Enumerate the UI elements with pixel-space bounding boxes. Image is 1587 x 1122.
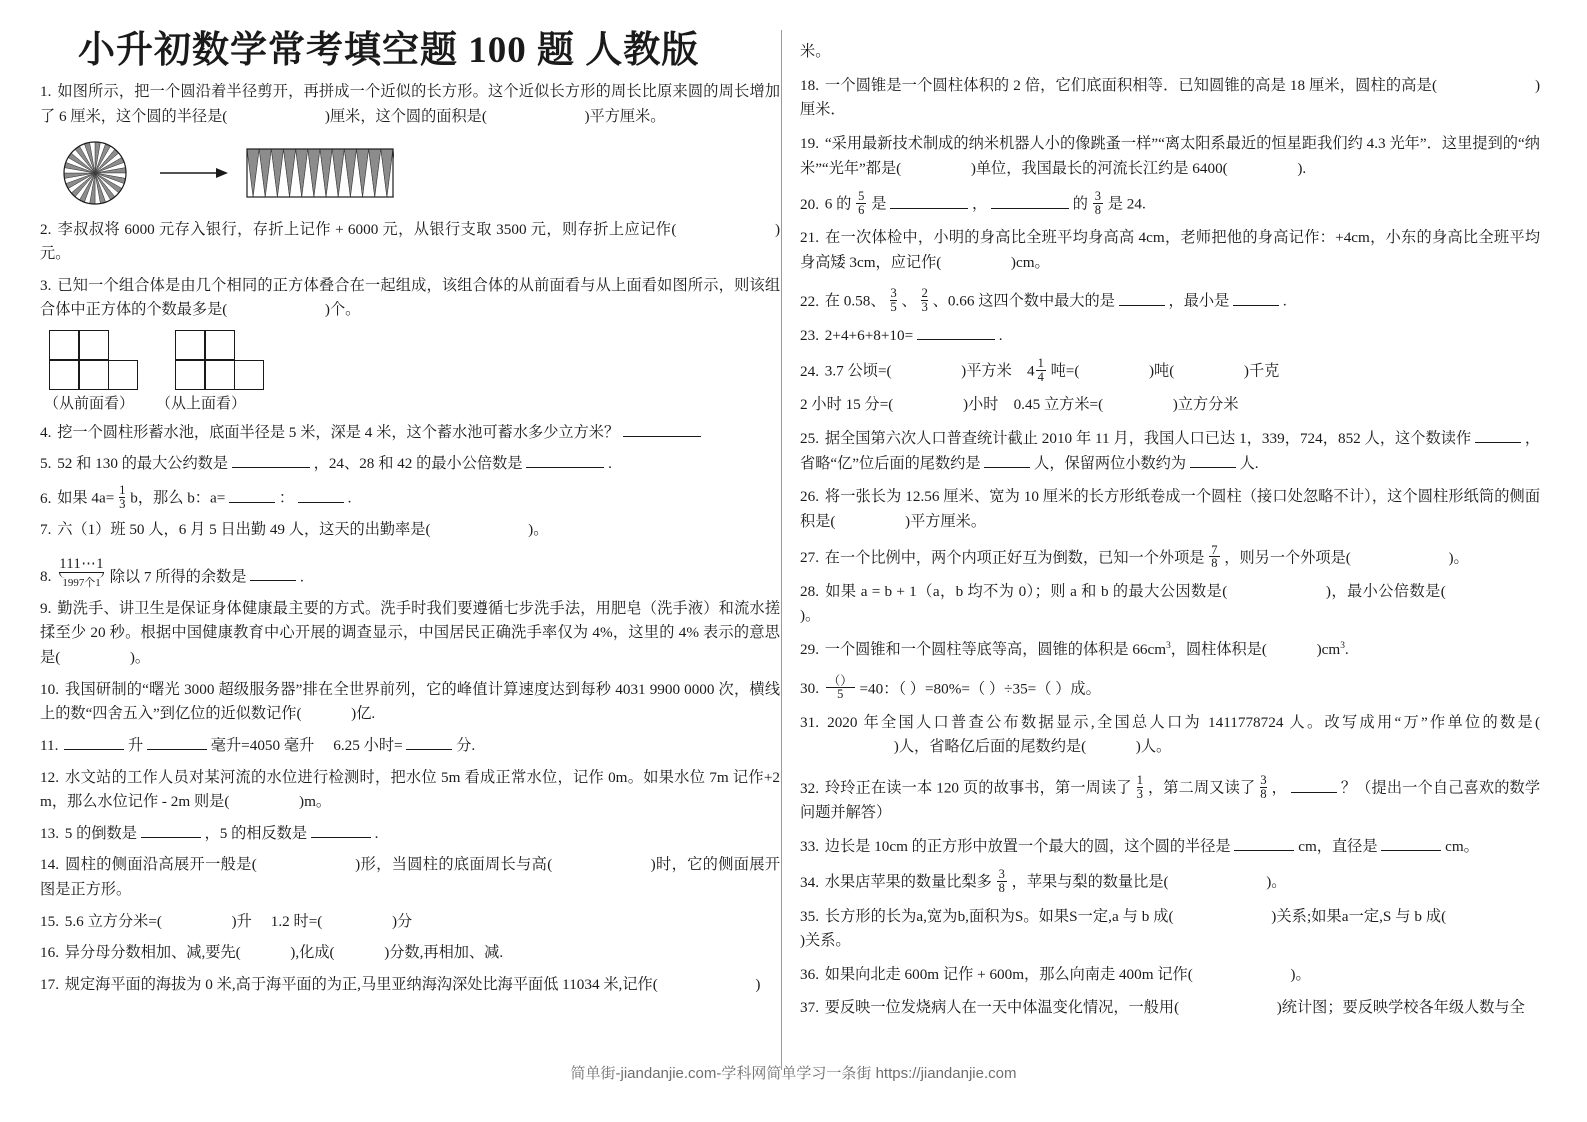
- question-32-number: 32.: [800, 779, 819, 797]
- question-11-number: 11.: [40, 736, 59, 754]
- question-32-fraction-1: [1137, 774, 1143, 801]
- figure-cube-views: [50, 331, 780, 390]
- question-22-fraction-2: [921, 287, 927, 314]
- fraction-numerator[interactable]: （）: [827, 673, 853, 688]
- top-view-top-row: [176, 331, 264, 360]
- question-36: [800, 963, 1540, 988]
- question-27-number: 27.: [800, 549, 819, 567]
- question-17-text-b: ): [755, 975, 761, 993]
- question-29-text-c: )cm: [1316, 640, 1341, 658]
- question-17-text-a: 规定海平面的海拔为 0 米,高于海平面的为正,马里亚纳海沟深处比海平面低 11034 米,记作(: [64, 975, 658, 993]
- question-20-text-c: ，: [971, 195, 988, 213]
- repunit-count-label: 1997个1: [62, 577, 101, 590]
- fraction-numerator: 2: [921, 286, 928, 301]
- arrow-right-icon: [158, 163, 228, 183]
- fraction-denominator: 5: [826, 687, 855, 701]
- question-20-blank-1[interactable]: [890, 208, 968, 209]
- grid-cell: [175, 330, 205, 360]
- question-15-text-c: 1.2 时=(: [270, 912, 323, 930]
- question-25-number: 25.: [800, 430, 819, 448]
- question-18-text-b: )厘米．: [800, 76, 1540, 119]
- question-7-number: 7.: [40, 521, 52, 539]
- question-34-text-b: ，苹果与梨的数量比是(: [1011, 873, 1169, 891]
- question-32-text-b: ，第二周又读了: [1147, 779, 1256, 797]
- grid-cell: [205, 330, 235, 360]
- question-35-number: 35.: [800, 907, 819, 925]
- question-8-blank-1[interactable]: [250, 580, 296, 581]
- question-22-fraction-1: [890, 287, 896, 314]
- question-8-number: 8.: [40, 568, 52, 586]
- question-6-text-b: b，那么 b：a=: [130, 489, 226, 507]
- grid-cell: [49, 330, 79, 360]
- question-29-text-d: .: [1344, 640, 1349, 658]
- question-34-number: 34.: [800, 873, 819, 891]
- fraction-denominator: 8: [998, 881, 1005, 896]
- question-11-text-d: 分.: [456, 736, 476, 754]
- fraction-numerator: 3: [1260, 772, 1267, 787]
- question-5-text-b: ，24、28 和 42 的最小公倍数是: [313, 455, 523, 473]
- question-24-text-d: )吨(: [1149, 362, 1175, 380]
- question-5-blank-1[interactable]: [232, 467, 310, 468]
- fraction-denominator: 6: [858, 202, 865, 217]
- question-13-number: 13.: [40, 824, 59, 842]
- question-7-text-a: 六（1）班 50 人，6 月 5 日出勤 49 人，这天的出勤率是(: [57, 521, 431, 539]
- question-30: [800, 675, 1540, 702]
- question-24-text-c: 吨=(: [1050, 362, 1080, 380]
- question-26-number: 26.: [800, 488, 819, 506]
- question-12-text-b: )m。: [299, 793, 332, 811]
- fraction-denominator: 8: [1260, 786, 1267, 801]
- fraction-denominator: 3: [1136, 786, 1143, 801]
- question-34-fraction: [997, 868, 1007, 894]
- question-2-number: 2.: [40, 220, 52, 238]
- question-13-text-c: .: [374, 824, 379, 842]
- question-10-number: 10.: [40, 680, 59, 698]
- grid-cell-empty: [234, 330, 264, 360]
- fraction-numerator: 1: [1037, 356, 1044, 371]
- question-20-blank-2[interactable]: [991, 208, 1069, 209]
- question-32: [800, 774, 1540, 826]
- question-3-text-a: 已知一个组合体是由几个相同的正方体叠合在一起组成，该组合体的从前面看与从上面看如图所示，则该组合体中正方体的个数最多是(: [40, 276, 780, 319]
- mixed-fraction: [1036, 357, 1046, 383]
- question-18: [800, 74, 1540, 123]
- question-35-text-c: )关系。: [800, 932, 851, 950]
- question-4-text-a: 挖一个圆柱形蓄水池，底面半径是 5 米，深是 4 米，这个蓄水池可蓄水多少立方米？: [57, 423, 620, 441]
- question-6-blank-1[interactable]: [229, 502, 275, 503]
- fraction-numerator: 3: [998, 867, 1005, 882]
- question-19: [800, 132, 1540, 181]
- fraction-denominator: 5: [890, 300, 897, 315]
- fraction-denominator: 8: [1211, 556, 1218, 571]
- question-15-text-a: 5.6 立方分米=(: [64, 912, 162, 930]
- question-16: [40, 941, 780, 966]
- question-12: [40, 766, 780, 815]
- question-16-text-b: ),化成(: [290, 944, 335, 962]
- question-20-fraction-2: [1093, 190, 1103, 216]
- grid-cell: [79, 330, 109, 360]
- question-25-text-d: 人.: [1239, 454, 1259, 472]
- question-31-text-a: 2020 年全国人口普查公布数据显示,全国总人口为 1411778724 人。改写成用“万”作单位的数是(: [827, 713, 1540, 731]
- question-23-text-b: .: [998, 326, 1003, 344]
- question-32-text-d: ？（提出一个自己喜欢的数学问题并解答）: [800, 779, 1540, 822]
- question-11-blank-2[interactable]: [147, 749, 207, 750]
- page-title: 小升初数学常考填空题 100 题 人教版: [78, 30, 700, 71]
- question-6-text-a: 如果 4a=: [57, 489, 115, 507]
- question-7-text-b: )。: [528, 521, 549, 539]
- question-1-text-b: )厘米，这个圆的面积是(: [324, 107, 487, 125]
- question-8-text-b: .: [300, 568, 304, 586]
- question-25-blank-3[interactable]: [1190, 467, 1236, 468]
- question-20-text-a: 6 的: [824, 195, 852, 213]
- question-25-text-c: 人，保留两位小数约为: [1034, 454, 1187, 472]
- question-8: [40, 557, 780, 590]
- question-28-text-c: )。: [800, 607, 821, 625]
- question-24-mixed-number: [1027, 357, 1047, 384]
- question-34-text-a: 水果店苹果的数量比梨多: [824, 873, 992, 891]
- triangle-strip-rectangle-icon: [246, 148, 394, 198]
- question-33-text-c: cm。: [1445, 837, 1479, 855]
- top-view-bottom-row: [176, 360, 264, 389]
- question-11-blank-3[interactable]: [406, 749, 452, 750]
- fraction-numerator: 5: [858, 189, 865, 204]
- question-6-blank-2[interactable]: [298, 502, 344, 503]
- question-27-fraction: [1209, 544, 1219, 570]
- question-11-text-a: 升: [128, 736, 144, 754]
- question-31: [800, 711, 1540, 760]
- question-17-number: 17.: [40, 975, 59, 993]
- question-4-blank-1[interactable]: [623, 436, 701, 437]
- grid-cell: [108, 360, 138, 390]
- question-14-text-a: 圆柱的侧面沿高展开一般是(: [65, 856, 257, 874]
- question-24-line2-text-a: 2 小时 15 分=(: [800, 396, 894, 414]
- question-4-number: 4.: [40, 423, 52, 441]
- question-20-text-b: 是: [871, 195, 887, 213]
- question-23-blank-1[interactable]: [917, 339, 995, 340]
- question-33-text-b: cm，直径是: [1298, 837, 1378, 855]
- question-30-number: 30.: [800, 680, 819, 698]
- question-14: [40, 853, 780, 902]
- question-1-text-a: 如图所示，把一个圆沿着半径剪开，再拼成一个近似的长方形。这个近似长方形的周长比原来圆的周长增加了 6 厘米，这个圆的半径是(: [40, 83, 780, 125]
- question-17-continuation: [800, 40, 1540, 65]
- question-32-blank-1[interactable]: [1291, 792, 1337, 793]
- question-5-number: 5.: [40, 455, 52, 473]
- fraction-denominator: 3: [119, 496, 126, 511]
- question-6-fraction: [119, 484, 125, 511]
- question-23-number: 23.: [800, 326, 819, 344]
- question-28: [800, 580, 1540, 629]
- question-6-number: 6.: [40, 489, 52, 507]
- question-26: [800, 485, 1540, 534]
- fraction-numerator: 3: [1094, 189, 1101, 204]
- question-22-blank-1[interactable]: [1119, 305, 1165, 306]
- fraction-denominator: 4: [1037, 370, 1044, 385]
- question-18-text-a: 一个圆锥是一个圆柱体积的 2 倍，它们底面积相等．已知圆锥的高是 18 厘米，圆柱的高是(: [824, 76, 1438, 94]
- top-view-caption: （从上面看）: [156, 395, 247, 412]
- sector-circle-icon: [50, 140, 140, 206]
- question-20: [800, 190, 1540, 217]
- question-24-text-b: )平方米: [961, 362, 1012, 380]
- question-35-text-a: 长方形的长为a,宽为b,面积为S。如果S一定,a 与 b 成(: [824, 907, 1174, 925]
- repunit-digits: 111⋯1: [59, 555, 104, 572]
- question-17-text-c: 米。: [800, 43, 831, 60]
- question-3-number: 3.: [40, 276, 52, 294]
- question-29-text-a: 一个圆锥和一个圆柱等底等高，圆锥的体积是 66cm: [824, 640, 1167, 658]
- fraction-numerator: 3: [890, 286, 897, 301]
- figure-captions: [44, 392, 780, 413]
- question-13-blank-1[interactable]: [141, 837, 201, 838]
- question-21-text-a: 在一次体检中，小明的身高比全班平均身高高 4cm，老师把他的身高记作：+4cm，小东的身高比全班平均身高矮 3cm，应记作(: [800, 229, 1540, 271]
- question-10-text-a: 我国研制的“曙光 3000 超级服务器”排在全世界前列，它的峰值计算速度达到每秒 4031 9900 0000 次，横线上的数“四舍五入”到亿位的近似数记作(: [40, 680, 780, 723]
- question-32-fraction-2: [1260, 774, 1266, 801]
- question-29-exponent-1: 3: [1166, 640, 1171, 651]
- question-2-text-b: )元。: [40, 220, 780, 263]
- top-view-grid: [176, 331, 264, 390]
- question-13: [40, 822, 780, 847]
- question-22-text-a: 在 0.58、: [824, 293, 886, 311]
- question-31-number: 31.: [800, 713, 819, 731]
- question-25-blank-2[interactable]: [984, 467, 1030, 468]
- question-15-text-d: )分: [391, 912, 413, 930]
- question-1: [40, 80, 780, 129]
- question-24-text-e: )千克: [1243, 362, 1280, 380]
- question-14-text-b: )形，当圆柱的底面周长与高(: [355, 856, 553, 874]
- question-21-number: 21.: [800, 229, 819, 247]
- question-8-repunit-underbrace: [59, 557, 104, 590]
- grid-cell: [79, 360, 109, 390]
- question-26-text-b: )平方厘米。: [905, 512, 987, 530]
- question-25-text-b: ，省略“亿”位后面的尾数约是: [800, 430, 1540, 472]
- question-30-fraction: [826, 675, 855, 701]
- question-1-text-c: )平方厘米。: [584, 107, 666, 125]
- question-22-number: 22.: [800, 293, 819, 311]
- front-view-bottom-row: [50, 360, 138, 389]
- fraction-numerator: 1: [1136, 772, 1143, 787]
- question-13-text-b: ，5 的相反数是: [204, 824, 308, 842]
- question-2: [40, 218, 780, 267]
- question-20-fraction-1: [856, 190, 866, 216]
- question-20-number: 20.: [800, 195, 819, 213]
- question-37: [800, 996, 1540, 1021]
- question-13-text-a: 5 的倒数是: [64, 824, 137, 842]
- question-14-number: 14.: [40, 856, 59, 874]
- front-view-grid: [50, 331, 138, 390]
- question-32-text-a: 玲玲正在读一本 120 页的故事书，第一周读了: [824, 779, 1132, 797]
- question-24: [800, 357, 1540, 384]
- question-16-number: 16.: [40, 944, 59, 962]
- question-3-text-b: )个。: [324, 301, 361, 319]
- question-25-text-a: 据全国第六次人口普查统计截止 2010 年 11 月，我国人口已达 1，339，724，852 人，这个数读作: [824, 430, 1472, 448]
- question-11-text-c: 6.25 小时=: [333, 736, 403, 754]
- question-9: [40, 597, 780, 671]
- question-37-number: 37.: [800, 999, 819, 1017]
- question-35-text-b: )关系;如果a一定,S 与 b 成(: [1271, 907, 1447, 925]
- question-5-text-c: .: [608, 455, 612, 473]
- question-19-text-c: ).: [1297, 159, 1307, 177]
- question-7: [40, 518, 780, 543]
- question-31-text-b: )人，省略亿后面的尾数约是(: [893, 738, 1087, 756]
- question-19-text-a: “采用最新技术制成的纳米机器人小的像跳蚤一样”“离太阳系最近的恒星距我们约 4.3 光年”．这里提到的“纳米”“光年”都是(: [800, 134, 1540, 177]
- figure-circle-to-rectangle: [50, 140, 780, 206]
- question-29-number: 29.: [800, 640, 819, 658]
- question-6-text-d: .: [347, 489, 352, 507]
- question-36-number: 36.: [800, 965, 819, 983]
- question-33: [800, 835, 1540, 860]
- grid-cell-empty: [108, 330, 138, 360]
- question-28-number: 28.: [800, 582, 819, 600]
- question-30-text-a: =40：（ ）=80%=（ ）÷35=（ ）成。: [859, 680, 1101, 698]
- question-34-text-c: )。: [1266, 873, 1287, 891]
- fraction-numerator: 1: [119, 482, 126, 497]
- question-5: [40, 452, 780, 477]
- question-2-text-a: 李叔叔将 6000 元存入银行，存折上记作 + 6000 元，从银行支取 3500 元，则存折上应记作(: [57, 220, 677, 238]
- question-24-line2-text-c: 0.45 立方米=(: [1013, 396, 1104, 414]
- question-5-blank-2[interactable]: [526, 467, 604, 468]
- question-33-number: 33.: [800, 837, 819, 855]
- question-22-text-b: 、: [901, 293, 917, 311]
- question-27: [800, 544, 1540, 571]
- question-19-text-b: )单位，我国最长的河流长江约是 6400(: [970, 159, 1228, 177]
- question-15: [40, 910, 780, 935]
- question-28-text-b: )，最小公倍数是(: [1325, 582, 1446, 600]
- question-24-number: 24.: [800, 362, 819, 380]
- question-25-blank-1[interactable]: [1475, 442, 1521, 443]
- question-37-text-a: 要反映一位发烧病人在一天中体温变化情况，一般用(: [824, 999, 1180, 1017]
- front-view-top-row: [50, 331, 138, 360]
- question-36-text-b: )。: [1290, 965, 1311, 983]
- fraction-denominator: 8: [1094, 202, 1101, 217]
- page-footer: 简单街-jiandanjie.com-学科网简单学习一条街 https://jiandanjie.com: [570, 1065, 1017, 1082]
- question-24-line2-text-d: )立方分米: [1172, 396, 1239, 414]
- question-34: [800, 868, 1540, 895]
- right-column: [800, 0, 1540, 1122]
- left-column: [40, 0, 780, 1122]
- question-27-text-c: )。: [1448, 549, 1469, 567]
- question-24-line2: [800, 393, 1540, 418]
- question-20-text-d: 的: [1072, 195, 1088, 213]
- question-26-text-a: 将一张长为 12.56 厘米、宽为 10 厘米的长方形纸卷成一个圆柱（接口处忽略不计），这个圆柱形纸筒的侧面积是(: [800, 488, 1540, 530]
- question-24-text-a: 3.7 公顷=(: [824, 362, 892, 380]
- question-29-text-b: ，圆柱体积是(: [1170, 640, 1267, 658]
- question-11-blank-1[interactable]: [64, 749, 124, 750]
- question-23-text-a: 2+4+6+8+10=: [824, 326, 914, 344]
- question-15-text-b: )升: [231, 912, 252, 930]
- question-33-blank-1[interactable]: [1234, 850, 1294, 851]
- question-21: [800, 226, 1540, 275]
- question-28-text-a: 如果 a = b + 1（a，b 均不为 0）；则 a 和 b 的最大公因数是(: [825, 582, 1228, 600]
- question-31-text-c: )人。: [1135, 738, 1172, 756]
- question-17: [40, 973, 780, 998]
- question-36-text-a: 如果向北走 600m 记作 + 600m，那么向南走 400m 记作(: [824, 965, 1193, 983]
- question-15-number: 15.: [40, 912, 59, 930]
- question-11-text-b: 毫升=4050 毫升: [210, 736, 315, 754]
- question-35: [800, 905, 1540, 954]
- question-25: [800, 427, 1540, 476]
- question-27-text-a: 在一个比例中，两个内项正好互为倒数，已知一个外项是: [824, 549, 1205, 567]
- question-16-text-a: 异分母分数相加、减,要先(: [64, 944, 241, 962]
- question-10-text-b: )亿.: [351, 705, 376, 723]
- question-21-text-b: )cm。: [1010, 253, 1050, 271]
- question-13-blank-2[interactable]: [311, 837, 371, 838]
- question-14-text-c: )时，它的侧面展开图是正方形。: [40, 856, 780, 899]
- question-18-number: 18.: [800, 76, 819, 94]
- question-12-number: 12.: [40, 768, 59, 786]
- question-22-blank-2[interactable]: [1233, 305, 1279, 306]
- question-5-text-a: 52 和 130 的最大公约数是: [57, 455, 229, 473]
- question-10: [40, 678, 780, 727]
- question-33-text-a: 边长是 10cm 的正方形中放置一个最大的圆，这个圆的半径是: [824, 837, 1231, 855]
- question-24-line2-text-b: )小时: [962, 396, 999, 414]
- question-22: [800, 287, 1540, 314]
- question-19-number: 19.: [800, 134, 819, 152]
- question-12-text-a: 水文站的工作人员对某河流的水位进行检测时，把水位 5m 看成正常水位，记作 0m。如果水位 7m 记作+2m，那么水位记作 - 2m 则是(: [40, 768, 780, 811]
- front-view-caption: （从前面看）: [44, 395, 135, 412]
- question-9-number: 9.: [40, 599, 52, 617]
- grid-cell: [49, 360, 79, 390]
- question-9-text-b: )。: [129, 649, 151, 667]
- question-1-number: 1.: [40, 83, 52, 101]
- question-6-text-c: ：: [278, 489, 295, 507]
- question-33-blank-2[interactable]: [1381, 850, 1441, 851]
- question-16-text-c: )分数,再相加、减.: [384, 944, 504, 962]
- question-29: [800, 638, 1540, 663]
- mixed-whole: 4: [1026, 362, 1035, 380]
- question-11: [40, 734, 780, 759]
- question-3: [40, 274, 780, 323]
- question-4: [40, 421, 780, 446]
- question-22-text-d: ，最小是: [1168, 293, 1230, 311]
- question-20-text-e: 是 24.: [1107, 195, 1146, 213]
- question-32-text-c: ，: [1271, 779, 1287, 797]
- question-23: [800, 324, 1540, 349]
- grid-cell: [175, 360, 205, 390]
- column-divider: [781, 30, 782, 1070]
- question-22-text-e: .: [1282, 293, 1287, 311]
- question-9-text-a: 勤洗手、讲卫生是保证身体健康最主要的方式。洗手时我们要遵循七步洗手法，用肥皂（洗手液）和流水搓揉至少 20 秒。根据中国健康教育中心开展的调查显示，中国居民正确洗手率仅为 4%，这里的 4% 表示的意思是(: [40, 599, 780, 667]
- grid-cell: [205, 360, 235, 390]
- question-29-exponent-2: 3: [1340, 640, 1345, 651]
- question-22-text-c: 、0.66 这四个数中最大的是: [932, 293, 1115, 311]
- question-37-text-b: )统计图；要反映学校各年级人数与全: [1276, 999, 1525, 1017]
- question-6: [40, 484, 780, 511]
- question-8-text-a: 除以 7 所得的余数是: [109, 568, 247, 586]
- question-27-text-b: ，则另一个外项是(: [1224, 549, 1351, 567]
- fraction-numerator: 7: [1211, 542, 1218, 557]
- fraction-denominator: 3: [921, 300, 928, 315]
- grid-cell: [234, 360, 264, 390]
